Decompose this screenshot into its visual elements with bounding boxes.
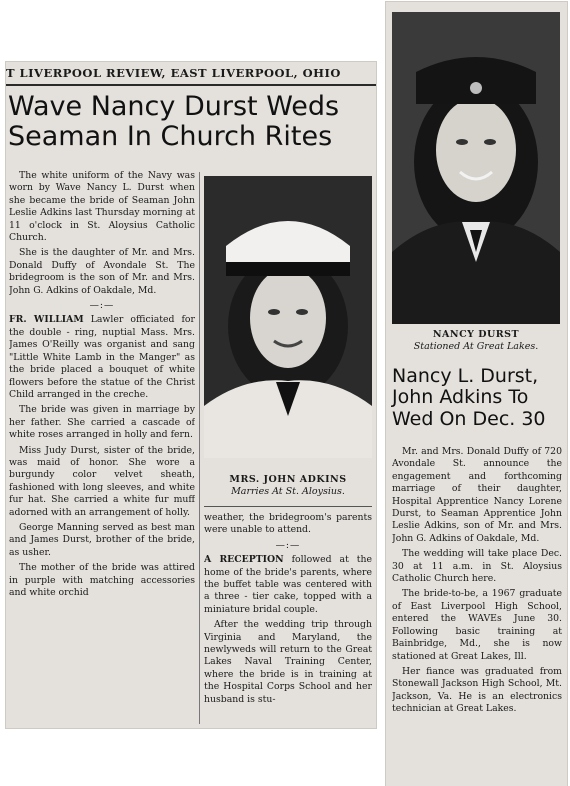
paragraph xyxy=(9,314,195,401)
paragraph: After the wedding trip through Virginia and Maryland, the newlyweds will return to the Great Lakes Naval Training Center, where the bride is in training at the Hospital Corps School and her husband is stu- xyxy=(204,619,372,705)
paragraph: The mother of the bride was attired in purple with matching accessories and white orchid xyxy=(9,562,195,598)
paragraph: The bride-to-be, a 1967 graduate of East Liverpool High School, entered the WAVEs June 30. Following basic training at Bainbridge, Md., she is now stationed at Great Lakes, Ill. xyxy=(392,588,562,662)
wedding-clipping xyxy=(6,62,376,728)
headline-line-2: Seaman In Church Rites xyxy=(8,121,333,153)
masthead-rule xyxy=(6,84,376,86)
nancy-portrait-graphic xyxy=(392,12,560,324)
engagement-clipping xyxy=(386,2,567,786)
bride-photo xyxy=(204,176,372,458)
caption-subtitle: Stationed At Great Lakes. xyxy=(413,341,539,352)
section-separator: —:— xyxy=(89,300,115,312)
caption-name: NANCY DURST xyxy=(432,329,520,340)
lead-in: A RECEPTION xyxy=(204,554,284,566)
headline-line-1: Wave Nancy Durst Weds xyxy=(8,91,340,122)
lead-in: FR. WILLIAM xyxy=(9,314,84,326)
paragraph: Mr. and Mrs. Donald Duffy of 720 Avondale St. announce the engagement and forthcoming marriage of their daughter, Hospital Apprentice Nancy Lorene Durst, to Seaman Apprentice John Leslie Adkins, son of Mr. and Mrs. John G. Adkins of Oakdale, Md. xyxy=(392,446,562,544)
paragraph-text: Lawler officiated for the double - ring, nuptial Mass. Mrs. James O'Reilly was organist and sang "Little White Lamb in the Manger" as the bride placed a bouquet of white flowers before the statue of the Christ Child arranged in the creche. xyxy=(9,314,195,400)
wedding-headline xyxy=(8,92,374,152)
paragraph: Her fiance was graduated from Stonewall Jackson High School, Mt. Jackson, Va. He is an electronics technician at Great Lakes. xyxy=(392,665,562,715)
paragraph: George Manning served as best man and James Durst, brother of the bride, as usher. xyxy=(9,521,195,558)
nancy-durst-photo xyxy=(392,12,560,324)
bride-portrait-graphic xyxy=(204,176,372,458)
paragraph: The wedding will take place Dec. 30 at 11 a.m. in St. Aloysius Catholic Church here. xyxy=(392,548,562,585)
caption-name: MRS. JOHN ADKINS xyxy=(229,474,347,485)
paragraph: The white uniform of the Navy was worn by Wave Nancy L. Durst when she became the bride of Seaman John Leslie Adkins last Thursday morning at 11 o'clock in St. Aloysius Catholic Church. xyxy=(9,170,195,244)
wedding-article-column-2 xyxy=(204,512,372,726)
column-rule xyxy=(199,172,200,724)
section-separator: —:— xyxy=(275,539,301,551)
paragraph xyxy=(204,554,372,616)
headline-line-2: John Adkins To xyxy=(392,386,529,409)
newspaper-masthead: T LIVERPOOL REVIEW, EAST LIVERPOOL, OHIO xyxy=(6,66,341,80)
paragraph: The bride was given in marriage by her father. She carried a cascade of white roses arranged in holly and fern. xyxy=(9,404,195,441)
nancy-photo-caption xyxy=(392,329,560,353)
headline-line-1: Nancy L. Durst, xyxy=(392,365,539,387)
caption-subtitle: Marries At St. Aloysius. xyxy=(231,486,345,497)
paragraph: weather, the bridegroom's parents were unable to attend. xyxy=(204,512,372,536)
headline-line-3: Wed On Dec. 30 xyxy=(392,407,546,430)
paragraph-text: followed at the home of the bride's parents, where the buffet table was centered with a three - tier cake, topped with a miniature bridal couple. xyxy=(204,554,372,615)
engagement-headline xyxy=(392,366,562,430)
engagement-article xyxy=(392,446,562,782)
bride-photo-caption xyxy=(204,474,372,498)
caption-rule xyxy=(204,506,372,507)
paragraph: Miss Judy Durst, sister of the bride, was maid of honor. She wore a burgundy color velvet sheath, fashioned with long sleeves, and white fur hat. She carried a white fur muff adorned with an arrangement of holly. xyxy=(9,444,195,518)
paragraph: She is the daughter of Mr. and Mrs. Donald Duffy of Avondale St. The bridegroom is the son of Mr. and Mrs. John G. Adkins of Oakdale, Md. xyxy=(9,247,195,296)
wedding-article-column-1 xyxy=(9,170,195,726)
